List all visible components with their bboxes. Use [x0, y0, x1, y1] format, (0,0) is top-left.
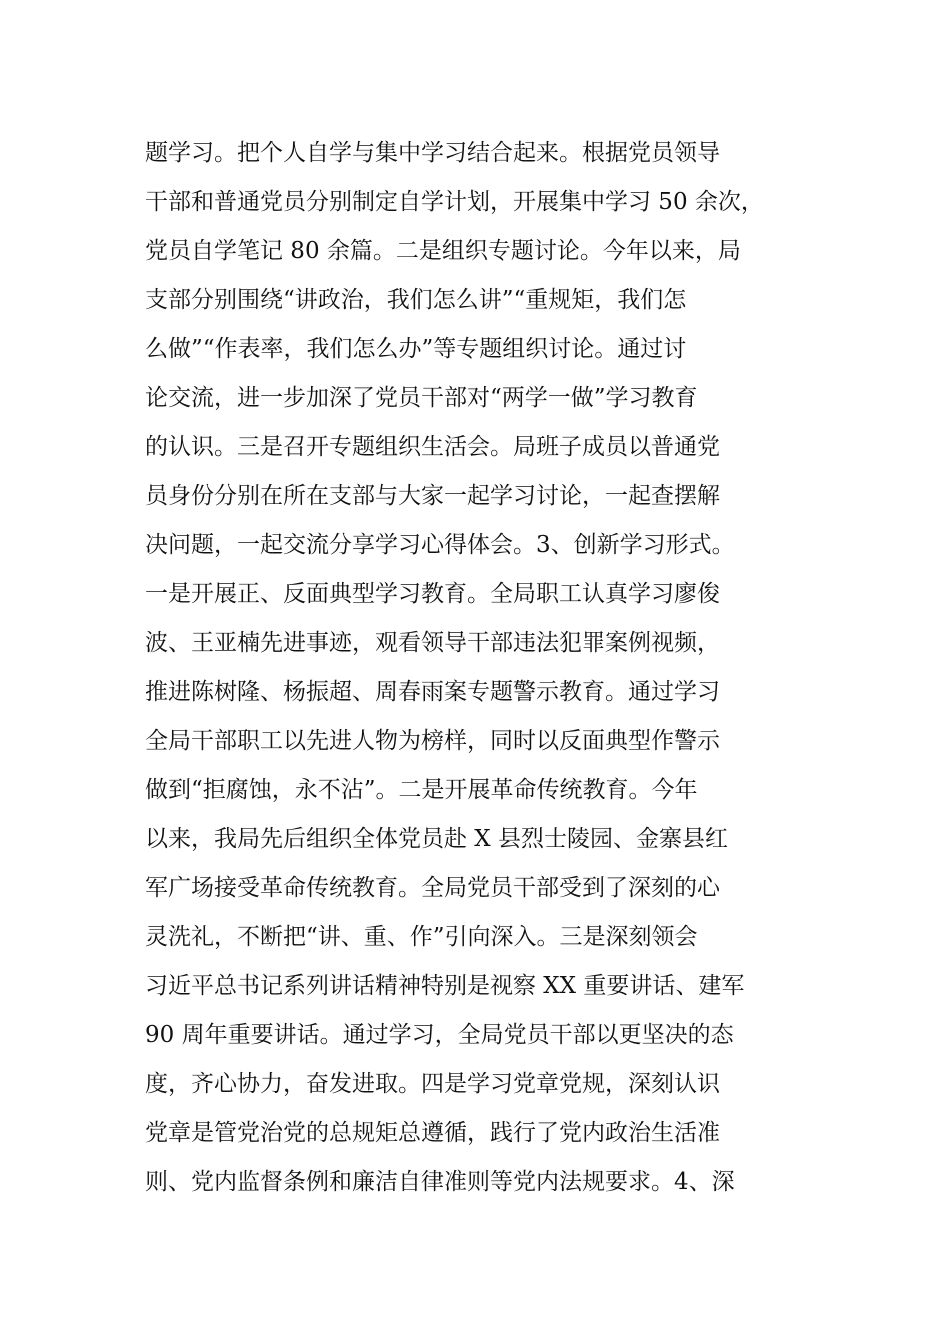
text-line: 则、党内监督条例和廉洁自律准则等党内法规要求。4、深 [145, 1169, 735, 1195]
text-line: 的认识。三是召开专题组织生活会。局班子成员以普通党 [145, 434, 720, 460]
text-line: 灵洗礼，不断把“讲、重、作”引向深入。三是深刻领会 [145, 924, 698, 950]
text-line: 90 周年重要讲话。通过学习，全局党员干部以更坚决的态 [145, 1022, 734, 1048]
text-line: 论交流，进一步加深了党员干部对“两学一做”学习教育 [145, 385, 698, 411]
text-line: 军广场接受革命传统教育。全局党员干部受到了深刻的心 [145, 875, 720, 901]
text-line: 决问题，一起交流分享学习心得体会。3、创新学习形式。 [145, 532, 735, 558]
text-line: 以来，我局先后组织全体党员赴 X 县烈士陵园、金寨县红 [145, 826, 728, 852]
text-line: 干部和普通党员分别制定自学计划，开展集中学习 50 余次， [145, 189, 764, 215]
text-line: 度，齐心协力，奋发进取。四是学习党章党规，深刻认识 [145, 1071, 720, 1097]
body-paragraph [145, 129, 815, 1207]
text-line: 全局干部职工以先进人物为榜样，同时以反面典型作警示 [145, 728, 720, 754]
text-line: 么做”“作表率，我们怎么办”等专题组织讨论。通过讨 [145, 336, 687, 362]
text-line: 做到“拒腐蚀，永不沾”。二是开展革命传统教育。今年 [145, 777, 698, 803]
text-line: 推进陈树隆、杨振超、周春雨案专题警示教育。通过学习 [145, 679, 720, 705]
text-line: 党员自学笔记 80 余篇。二是组织专题讨论。今年以来，局 [145, 238, 741, 264]
text-line: 波、王亚楠先进事迹，观看领导干部违法犯罪案例视频， [145, 630, 720, 656]
text-line: 党章是管党治党的总规矩总遵循，践行了党内政治生活准 [145, 1120, 720, 1146]
text-line: 员身份分别在所在支部与大家一起学习讨论，一起查摆解 [145, 483, 720, 509]
text-line: 题学习。把个人自学与集中学习结合起来。根据党员领导 [145, 140, 720, 166]
text-line: 支部分别围绕“讲政治，我们怎么讲”“重规矩，我们怎 [145, 287, 687, 313]
text-line: 一是开展正、反面典型学习教育。全局职工认真学习廖俊 [145, 581, 720, 607]
text-line: 习近平总书记系列讲话精神特别是视察 XX 重要讲话、建军 [145, 973, 745, 999]
